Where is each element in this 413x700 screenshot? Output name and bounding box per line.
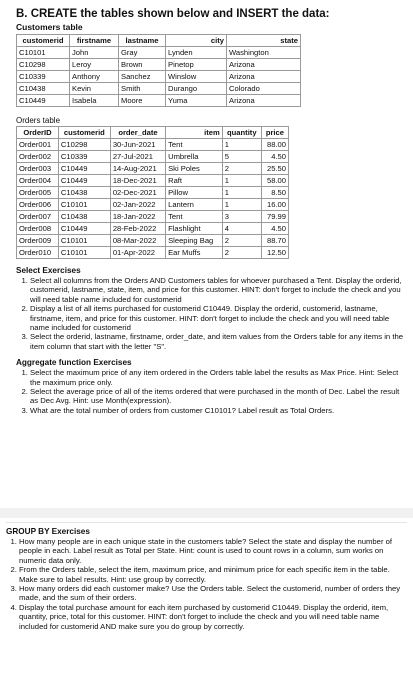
cell: 18-Dec-2021 xyxy=(110,175,165,187)
list-item: 2. From the Orders table, select the item, maximum price, and minimum price for each specific item in the table. Make sure to label results. Hint: use group by correctly. xyxy=(19,565,407,584)
table-row xyxy=(17,71,301,83)
cell: Order001 xyxy=(17,139,59,151)
col-header-state: state xyxy=(227,35,301,47)
cell: Colorado xyxy=(227,83,301,95)
cell: C10438 xyxy=(58,211,110,223)
cell: Isabela xyxy=(70,95,119,107)
col-header-order-date: order_date xyxy=(110,127,165,139)
cell: 12.50 xyxy=(261,247,288,259)
list-item: 1. Select all columns from the Orders AND Customers tables for whoever purchased a Tent. Display the orderid, customerid, lastname, state, item, and price for this customer. HINT: don't forget to include the check and you will need table name included for customerid xyxy=(30,276,404,304)
customers-header-row xyxy=(17,35,301,47)
cell: 16.00 xyxy=(261,199,288,211)
cell: 02-Dec-2021 xyxy=(110,187,165,199)
aggregate-exercises-section xyxy=(16,358,404,415)
orders-table xyxy=(16,126,289,259)
cell: Gray xyxy=(119,47,166,59)
cell: 4.50 xyxy=(261,151,288,163)
cell: Ski Poles xyxy=(166,163,223,175)
cell: 4 xyxy=(222,223,261,235)
table-row xyxy=(17,95,301,107)
orders-table-label: Orders table xyxy=(16,116,61,125)
table-row xyxy=(17,151,289,163)
col-header-lastname: lastname xyxy=(119,35,166,47)
cell: Durango xyxy=(166,83,227,95)
aggregate-exercises-list xyxy=(16,368,404,415)
list-item: 3. What are the total number of orders from customer C10101? Label result as Total Orders. xyxy=(30,406,404,415)
list-item: 2. Display a list of all items purchased for customerid C10449. Display the orderid, customerid, lastname, firstname, item, and price for this customer. HINT: don't forget to include the check and you will need table name included for customerid xyxy=(30,304,404,332)
col-header-firstname: firstname xyxy=(70,35,119,47)
cell: 14-Aug-2021 xyxy=(110,163,165,175)
select-exercises-title: Select Exercises xyxy=(16,266,81,275)
col-header-item: item xyxy=(166,127,223,139)
cell: 1 xyxy=(222,187,261,199)
aggregate-exercises-title: Aggregate function Exercises xyxy=(16,358,132,368)
cell: Smith xyxy=(119,83,166,95)
cell: C10101 xyxy=(58,247,110,259)
cell: 1 xyxy=(222,175,261,187)
list-item: 1. Select the maximum price of any item ordered in the Orders table label the results as Max Price. Hint: Select the maximum price only. xyxy=(30,368,404,387)
cell: Washington xyxy=(227,47,301,59)
cell: Sleeping Bag xyxy=(166,235,223,247)
cell: Raft xyxy=(166,175,223,187)
cell: 5 xyxy=(222,151,261,163)
cell: 88.00 xyxy=(261,139,288,151)
table-row xyxy=(17,59,301,71)
cell: 58.00 xyxy=(261,175,288,187)
cell: 02-Jan-2022 xyxy=(110,199,165,211)
cell: 3 xyxy=(222,211,261,223)
cell: C10101 xyxy=(58,199,110,211)
col-header-orderid: OrderID xyxy=(17,127,59,139)
cell: C10449 xyxy=(58,175,110,187)
cell: Order005 xyxy=(17,187,59,199)
cell: Order004 xyxy=(17,175,59,187)
cell: C10438 xyxy=(58,187,110,199)
cell: 4.50 xyxy=(261,223,288,235)
cell: 27-Jul-2021 xyxy=(110,151,165,163)
cell: Pillow xyxy=(166,187,223,199)
cell: 01-Apr-2022 xyxy=(110,247,165,259)
table-row xyxy=(17,211,289,223)
cell: 2 xyxy=(222,247,261,259)
cell: C10298 xyxy=(17,59,70,71)
list-item: 4. Display the total purchase amount for each item purchased by customerid C10449. Display the orderid, item, quantity, price, total for this customer. HINT: don't forget to include the check and you will need table name included for customerid AND make sure you do group by correctly. xyxy=(19,603,407,631)
cell: Ear Muffs xyxy=(166,247,223,259)
cell: 18-Jan-2022 xyxy=(110,211,165,223)
cell: Tent xyxy=(166,211,223,223)
cell: 2 xyxy=(222,163,261,175)
cell: Pinetop xyxy=(166,59,227,71)
cell: Flashlight xyxy=(166,223,223,235)
cell: Order009 xyxy=(17,235,59,247)
col-header-price: price xyxy=(261,127,288,139)
panel-divider xyxy=(0,508,413,518)
cell: Winslow xyxy=(166,71,227,83)
list-item: 2. Select the average price of all of the items ordered that were purchased in the month of Dec. Label the result as Dec Avg. Hint: use Month(expression). xyxy=(30,387,404,406)
col-header-city: city xyxy=(166,35,227,47)
list-item: 1. How many people are in each unique state in the customers table? Select the state and display the number of people in each. Label result as Total per State. Hint: count is used to count rows in a column, sum works on numeric data only. xyxy=(19,537,407,565)
cell: 2 xyxy=(222,235,261,247)
list-item: 3. How many orders did each customer make? Use the Orders table. Select the customerid, number of orders they made, and the sum of their orders. xyxy=(19,584,407,603)
cell: C10339 xyxy=(58,151,110,163)
cell: Umbrella xyxy=(166,151,223,163)
cell: Order008 xyxy=(17,223,59,235)
customers-table xyxy=(16,34,301,107)
customers-table-label: Customers table xyxy=(16,22,83,32)
table-row xyxy=(17,235,289,247)
col-header-customerid: customerid xyxy=(17,35,70,47)
cell: Tent xyxy=(166,139,223,151)
table-row xyxy=(17,247,289,259)
worksheet-bottom-panel xyxy=(6,522,407,698)
table-row xyxy=(17,199,289,211)
cell: Order007 xyxy=(17,211,59,223)
cell: Arizona xyxy=(227,59,301,71)
cell: 25.50 xyxy=(261,163,288,175)
cell: C10101 xyxy=(58,235,110,247)
select-exercises-list xyxy=(16,276,404,351)
cell: C10339 xyxy=(17,71,70,83)
cell: Leroy xyxy=(70,59,119,71)
cell: Moore xyxy=(119,95,166,107)
cell: C10438 xyxy=(17,83,70,95)
table-row xyxy=(17,139,289,151)
cell: Order006 xyxy=(17,199,59,211)
cell: C10298 xyxy=(58,139,110,151)
table-row xyxy=(17,163,289,175)
cell: C10449 xyxy=(58,163,110,175)
cell: 88.70 xyxy=(261,235,288,247)
page-heading: B. CREATE the tables shown below and INSERT the data: xyxy=(16,8,330,20)
table-row xyxy=(17,83,301,95)
table-row xyxy=(17,175,289,187)
cell: Arizona xyxy=(227,71,301,83)
cell: Lynden xyxy=(166,47,227,59)
cell: 8.50 xyxy=(261,187,288,199)
cell: 28-Feb-2022 xyxy=(110,223,165,235)
col-header-quantity: quantity xyxy=(222,127,261,139)
cell: Lantern xyxy=(166,199,223,211)
cell: Kevin xyxy=(70,83,119,95)
group-by-exercises-list xyxy=(6,537,407,631)
cell: Order003 xyxy=(17,163,59,175)
cell: 79.99 xyxy=(261,211,288,223)
cell: Arizona xyxy=(227,95,301,107)
cell: Order010 xyxy=(17,247,59,259)
select-exercises-section xyxy=(16,266,404,351)
cell: Order002 xyxy=(17,151,59,163)
cell: C10449 xyxy=(58,223,110,235)
table-row xyxy=(17,47,301,59)
worksheet-top-panel xyxy=(16,8,404,503)
cell: John xyxy=(70,47,119,59)
table-row xyxy=(17,223,289,235)
cell: 08-Mar-2022 xyxy=(110,235,165,247)
list-item: 3. Select the orderid, lastname, firstname, order_date, and item values from the Orders table for any items in the item column that start with the letter "S". xyxy=(30,332,404,351)
cell: Brown xyxy=(119,59,166,71)
cell: 30-Jun-2021 xyxy=(110,139,165,151)
cell: Yuma xyxy=(166,95,227,107)
cell: C10101 xyxy=(17,47,70,59)
orders-header-row xyxy=(17,127,289,139)
table-row xyxy=(17,187,289,199)
col-header-customerid: customerid xyxy=(58,127,110,139)
cell: Anthony xyxy=(70,71,119,83)
cell: C10449 xyxy=(17,95,70,107)
cell: 1 xyxy=(222,199,261,211)
cell: 1 xyxy=(222,139,261,151)
cell: Sanchez xyxy=(119,71,166,83)
group-by-exercises-title: GROUP BY Exercises xyxy=(6,527,90,536)
